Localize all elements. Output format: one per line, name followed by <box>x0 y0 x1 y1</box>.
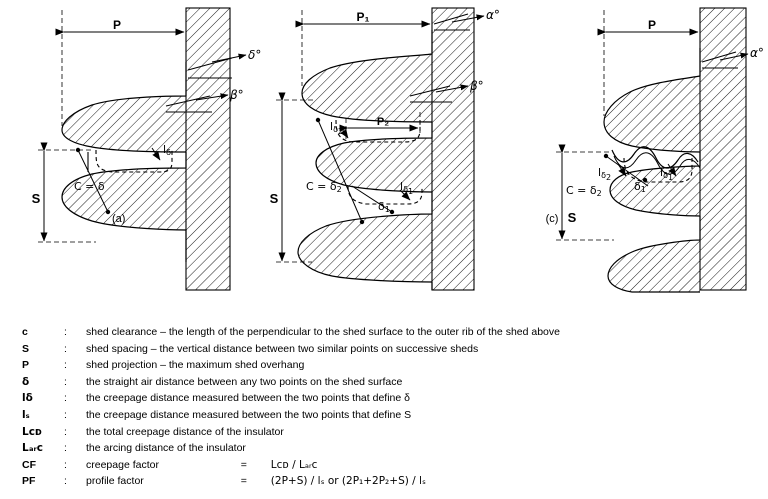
panel-a-label-c-equals-delta: C = δ <box>74 180 105 193</box>
panel-b-label-l-delta-2: lδ2 <box>330 120 344 136</box>
legend-symbol: CF <box>22 458 36 471</box>
legend-description: profile factor <box>86 475 144 488</box>
panel-a-label-delta-deg: δ° <box>248 48 262 62</box>
legend-row <box>22 475 560 492</box>
panel-a <box>32 8 262 290</box>
panel-b-label-c-equals-delta-2: C = δ2 <box>306 180 342 194</box>
legend-symbol: δ <box>22 375 30 388</box>
panel-b-label-P1: P₁ <box>356 10 370 24</box>
panel-b-label-beta-deg: β° <box>470 79 484 93</box>
legend-row <box>22 359 560 376</box>
panel-c-label-l-delta-2: lδ2 <box>598 166 612 182</box>
legend-colon: : <box>64 425 67 438</box>
legend-symbol: c <box>22 326 28 338</box>
legend-formula: Lᴄᴅ / Lₐᵣᴄ <box>270 458 318 471</box>
legend-row <box>22 442 560 459</box>
legend-colon: : <box>64 458 67 471</box>
legend-description: the creepage distance measured between the two points that define S <box>86 408 412 421</box>
legend-description: creepage factor <box>86 458 159 471</box>
legend-colon: : <box>64 359 67 372</box>
legend-description: the straight air distance between any two points on the shed surface <box>86 375 403 388</box>
legend-colon: : <box>64 408 67 421</box>
panel-a-label-P: P <box>112 18 122 32</box>
legend-symbol: Lₐᵣᴄ <box>22 442 44 455</box>
legend-row <box>22 343 560 360</box>
legend-description: the creepage distance measured between the two points that define δ <box>86 392 410 405</box>
legend-description: shed clearance – the length of the perpendicular to the shed surface to the outer rib of the shed above <box>86 326 560 338</box>
legend-description: the arcing distance of the insulator <box>86 442 246 455</box>
legend-description: the total creepage distance of the insulator <box>86 425 284 438</box>
panel-c-panel-label: (c) <box>545 213 559 225</box>
legend-description: shed spacing – the vertical distance between two similar points on successive sheds <box>86 342 479 355</box>
legend-equals: = <box>240 475 247 488</box>
panel-b-label-l-delta-1: lδ1 <box>400 180 414 196</box>
legend-colon: : <box>64 326 67 338</box>
panel-a-label-l-delta: lδ <box>163 143 171 157</box>
legend-equals: = <box>240 458 247 471</box>
panel-b-label-alpha-deg: α° <box>486 8 500 22</box>
legend-row <box>22 326 560 343</box>
legend-symbol: Lᴄᴅ <box>22 425 43 438</box>
panel-c <box>546 8 764 292</box>
panel-a-label-beta-deg: β° <box>230 88 244 102</box>
panel-c-label-delta-1: δ1 <box>634 180 646 194</box>
panel-b <box>270 8 500 290</box>
legend-row <box>22 459 560 476</box>
legend-colon: : <box>64 342 67 355</box>
legend-colon: : <box>64 475 67 488</box>
legend <box>0 300 768 499</box>
legend-row <box>22 392 560 409</box>
legend-table <box>22 326 560 492</box>
panel-c-label-P: P <box>647 18 657 32</box>
legend-symbol: lδ <box>22 392 33 405</box>
panel-a-label-S: S <box>31 191 41 206</box>
panel-b-label-P2: P₂ <box>376 116 390 128</box>
legend-description: shed projection – the maximum shed overhang <box>86 359 305 372</box>
legend-symbol: lₛ <box>22 408 30 421</box>
panel-c-label-alpha-deg: α° <box>750 46 764 60</box>
legend-formula: (2P+S) / lₛ or (2P₁+2P₂+S) / lₛ <box>270 475 426 488</box>
panel-a-panel-label: (a) <box>112 213 126 225</box>
legend-row <box>22 376 560 393</box>
legend-row <box>22 409 560 426</box>
legend-symbol: PF <box>22 475 36 488</box>
legend-symbol: S <box>22 342 30 355</box>
legend-symbol: P <box>22 359 30 372</box>
panel-c-label-c-equals-delta-2: C = δ2 <box>566 184 602 198</box>
panel-b-label-S: S <box>269 191 279 206</box>
legend-colon: : <box>64 442 67 455</box>
legend-colon: : <box>64 392 67 405</box>
panel-c-label-S: S <box>567 210 577 225</box>
panel-c-label-l-delta-1: lδ1 <box>660 166 674 182</box>
legend-colon: : <box>64 375 67 388</box>
panel-b-label-delta-1: δ1 <box>378 200 390 214</box>
legend-row <box>22 426 560 443</box>
